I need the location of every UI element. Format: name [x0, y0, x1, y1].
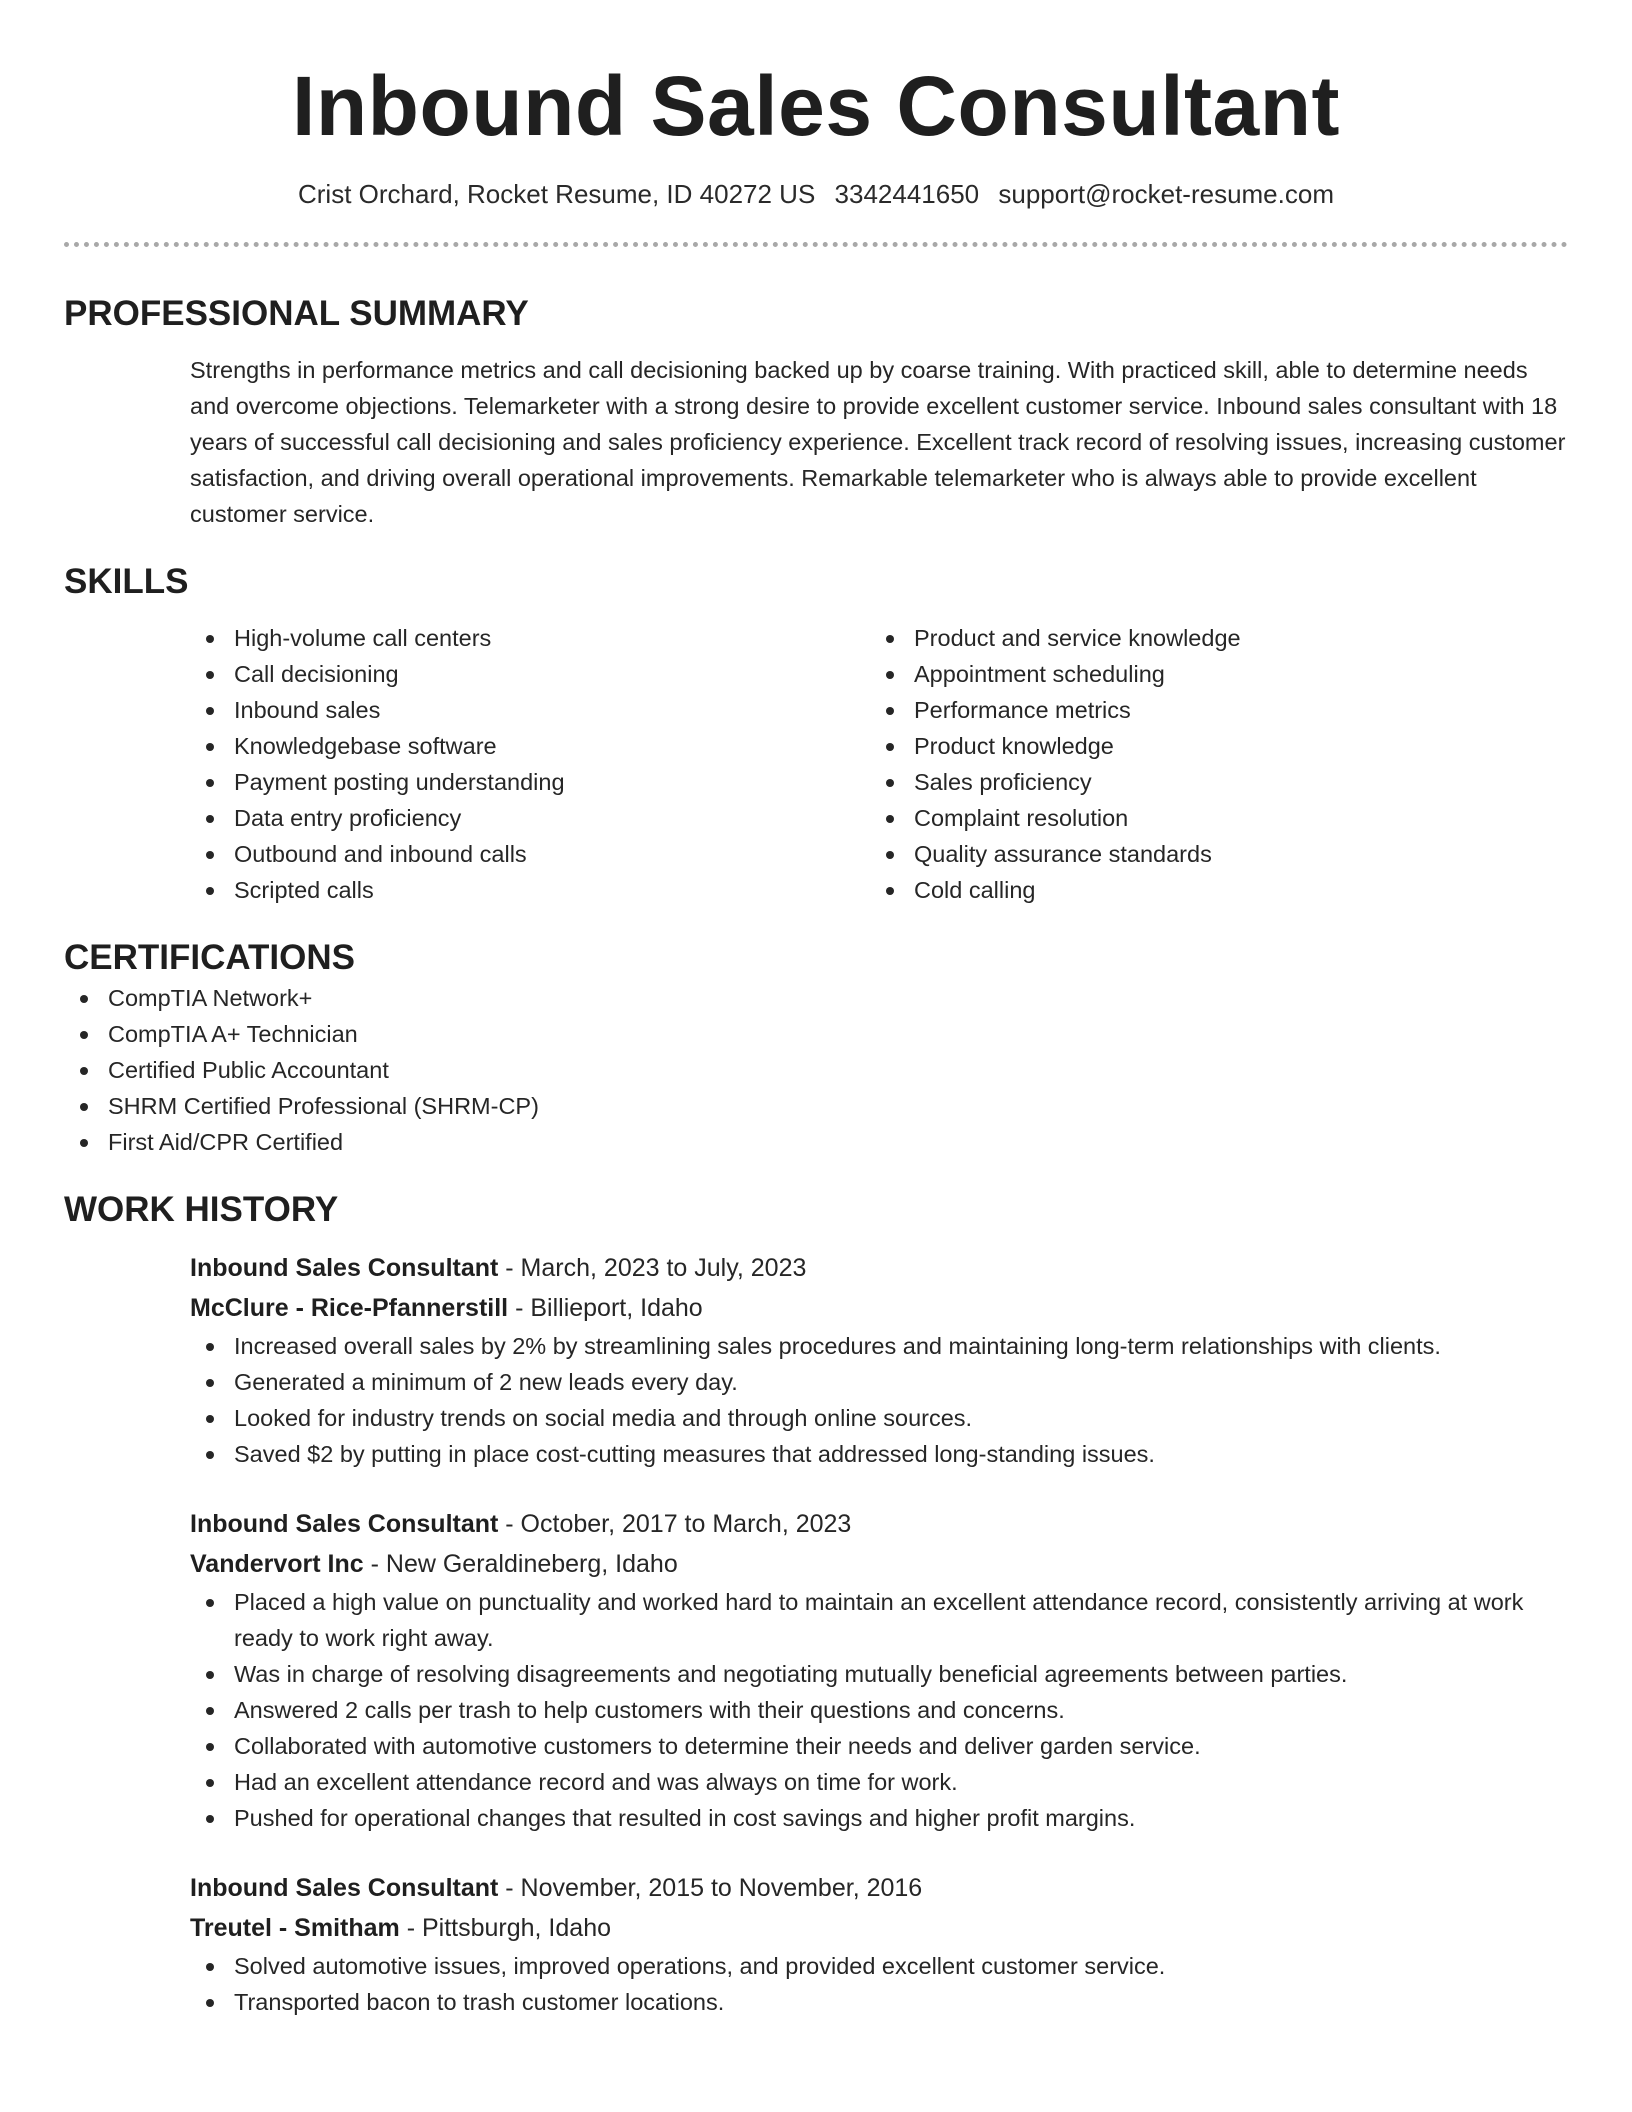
- skill-item: Sales proficiency: [870, 764, 1550, 800]
- skill-item: High-volume call centers: [190, 620, 870, 656]
- skill-item: Knowledgebase software: [190, 728, 870, 764]
- resume-title: Inbound Sales Consultant: [291, 59, 1340, 153]
- job-company-line: [190, 1544, 1568, 1584]
- job-bullet: Was in charge of resolving disagreements and negotiating mutually beneficial agreements between parties.: [190, 1656, 1568, 1692]
- job-company-line: [190, 1288, 1568, 1328]
- job-company: McClure - Rice-Pfannerstill: [190, 1294, 509, 1322]
- certifications-heading: CERTIFICATIONS: [64, 938, 356, 977]
- section-work-history: [64, 1188, 1568, 2020]
- job-entry: [190, 1504, 1568, 1836]
- job-company: Vandervort Inc: [190, 1550, 364, 1578]
- job-bullet: Increased overall sales by 2% by streamlining sales procedures and maintaining long-term relationships with clients.: [190, 1328, 1568, 1364]
- job-title-line: [190, 1504, 1568, 1544]
- certification-item: CompTIA A+ Technician: [64, 1016, 1568, 1052]
- skills-columns: [190, 620, 1568, 908]
- certification-item: First Aid/CPR Certified: [64, 1124, 1568, 1160]
- job-location: - New Geraldineberg, Idaho: [363, 1550, 678, 1578]
- skill-item: Complaint resolution: [870, 800, 1550, 836]
- job-bullet: Had an excellent attendance record and was always on time for work.: [190, 1764, 1568, 1800]
- skills-column-right: [870, 620, 1550, 908]
- job-bullets: [190, 1328, 1568, 1472]
- header-divider: [64, 242, 1568, 247]
- job-dates: - November, 2015 to November, 2016: [498, 1874, 923, 1902]
- job-title-line: [190, 1248, 1568, 1288]
- skill-item: Call decisioning: [190, 656, 870, 692]
- section-skills: [64, 560, 1568, 908]
- skill-item: Appointment scheduling: [870, 656, 1550, 692]
- contact-line: [64, 176, 1568, 212]
- skills-column-left: [190, 620, 870, 908]
- skill-item: Quality assurance standards: [870, 836, 1550, 872]
- job-bullet: Generated a minimum of 2 new leads every day.: [190, 1364, 1568, 1400]
- certification-item: Certified Public Accountant: [64, 1052, 1568, 1088]
- skill-item: Product knowledge: [870, 728, 1550, 764]
- job-bullet: Looked for industry trends on social media and through online sources.: [190, 1400, 1568, 1436]
- skill-item: Cold calling: [870, 872, 1550, 908]
- job-bullet: Saved $2 by putting in place cost-cutting measures that addressed long-standing issues.: [190, 1436, 1568, 1472]
- contact-phone: 3342441650: [834, 179, 980, 209]
- job-company: Treutel - Smitham: [190, 1914, 400, 1942]
- job-entry: [190, 1248, 1568, 1472]
- summary-heading: PROFESSIONAL SUMMARY: [64, 294, 529, 333]
- job-location: - Billieport, Idaho: [508, 1294, 703, 1322]
- certifications-list: [64, 980, 1568, 1160]
- job-bullet: Solved automotive issues, improved operations, and provided excellent customer service.: [190, 1948, 1568, 1984]
- job-role: Inbound Sales Consultant: [190, 1254, 499, 1282]
- summary-text: Strengths in performance metrics and call decisioning backed up by coarse training. With practiced skill, able to determine needs and overcome objections. Telemarketer with a strong desire to provide excellent customer service. Inbound sales consultant with 18 years of successful call decisioning and sales proficiency experience. Excellent track record of resolving issues, increasing customer satisfaction, and driving overall operational improvements. Remarkable telemarketer who is always able to provide excellent customer service.: [190, 357, 1566, 527]
- contact-address: Crist Orchard, Rocket Resume, ID 40272 US: [298, 179, 816, 209]
- section-professional-summary: [64, 292, 1568, 532]
- skill-item: Product and service knowledge: [870, 620, 1550, 656]
- job-bullet: Answered 2 calls per trash to help customers with their questions and concerns.: [190, 1692, 1568, 1728]
- job-role: Inbound Sales Consultant: [190, 1874, 499, 1902]
- job-role: Inbound Sales Consultant: [190, 1510, 499, 1538]
- skill-item: Data entry proficiency: [190, 800, 870, 836]
- job-bullet: Transported bacon to trash customer locations.: [190, 1984, 1568, 2020]
- skill-item: Inbound sales: [190, 692, 870, 728]
- job-bullet: Pushed for operational changes that resulted in cost savings and higher profit margins.: [190, 1800, 1568, 1836]
- skill-item: Payment posting understanding: [190, 764, 870, 800]
- resume-page: [64, 0, 1568, 2020]
- job-title-line: [190, 1868, 1568, 1908]
- job-bullets: [190, 1948, 1568, 2020]
- section-certifications: [64, 936, 1568, 1160]
- job-bullet: Collaborated with automotive customers to determine their needs and deliver garden service.: [190, 1728, 1568, 1764]
- contact-email: support@rocket-resume.com: [998, 179, 1334, 209]
- work-history-heading: WORK HISTORY: [64, 1190, 339, 1229]
- skills-list-right: [870, 620, 1550, 908]
- job-entry: [190, 1868, 1568, 2020]
- skill-item: Outbound and inbound calls: [190, 836, 870, 872]
- skills-list-left: [190, 620, 870, 908]
- certification-item: CompTIA Network+: [64, 980, 1568, 1016]
- job-dates: - October, 2017 to March, 2023: [498, 1510, 852, 1538]
- skills-heading: SKILLS: [64, 562, 189, 601]
- job-location: - Pittsburgh, Idaho: [399, 1914, 611, 1942]
- job-bullets: [190, 1584, 1568, 1836]
- certification-item: SHRM Certified Professional (SHRM-CP): [64, 1088, 1568, 1124]
- job-company-line: [190, 1908, 1568, 1948]
- skill-item: Performance metrics: [870, 692, 1550, 728]
- job-bullet: Placed a high value on punctuality and worked hard to maintain an excellent attendance record, consistently arriving at work ready to work right away.: [190, 1584, 1568, 1656]
- job-dates: - March, 2023 to July, 2023: [498, 1254, 807, 1282]
- skill-item: Scripted calls: [190, 872, 870, 908]
